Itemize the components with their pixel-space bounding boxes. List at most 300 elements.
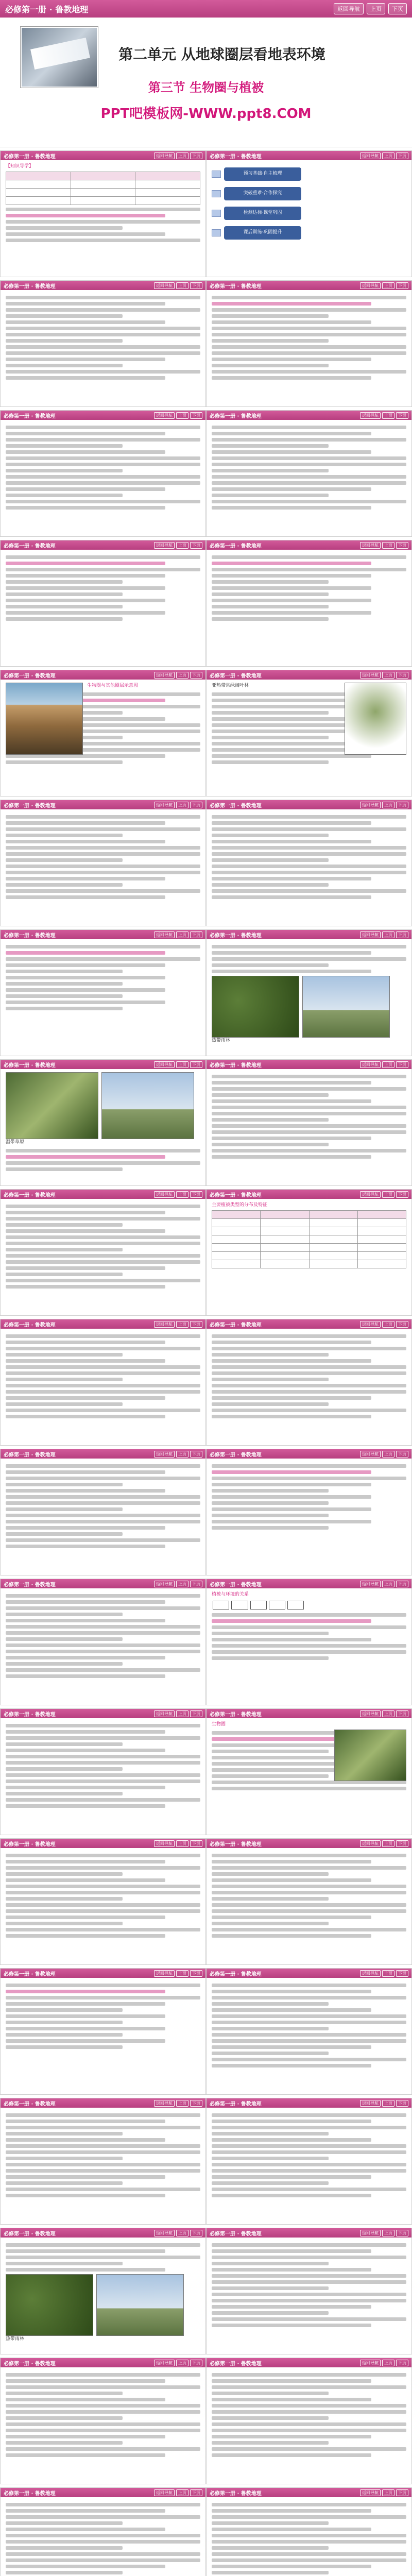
text-line [6,358,165,361]
back-to-nav-button[interactable]: 返回导航 [360,412,381,419]
text-line [6,1285,165,1289]
prev-page-button[interactable]: 上页 [176,2230,188,2236]
slide-header-bar [1,2098,205,2108]
text-line [6,1365,200,1369]
text-line [212,1916,371,1919]
next-page-button[interactable]: 下页 [190,1061,202,1068]
slide-header-bar [1,670,205,680]
text-line [212,302,371,306]
text-line [6,1514,200,1517]
text-line [212,1402,329,1406]
breadcrumb: 必修第一册 · 鲁教地理 [5,4,89,14]
text-line [6,2126,200,2129]
back-to-nav-button[interactable]: 返回导航 [154,2360,175,2366]
text-line [212,2317,406,2321]
breadcrumb: 必修第一册 · 鲁教地理 [4,933,56,939]
prev-page-button[interactable]: 上页 [382,2489,394,2496]
text-line [6,1798,200,1802]
prev-page-button[interactable]: 上页 [176,1710,188,1717]
prev-page-button[interactable]: 上页 [382,1581,394,1587]
text-line [212,2274,406,2278]
breadcrumb: 必修第一册 · 鲁教地理 [210,1971,262,1977]
prev-page-button[interactable]: 上页 [176,282,188,289]
text-line [212,1897,329,1901]
next-page-button[interactable]: 下页 [190,2360,202,2366]
bio-photo [334,1730,406,1781]
text-line [6,376,165,380]
back-to-nav-button[interactable]: 返回导航 [154,1061,175,1068]
text-line [6,1545,165,1548]
answer-option [212,1526,329,1530]
prev-page-button[interactable]: 上页 [382,1970,394,1977]
text-line [212,1137,371,1140]
breadcrumb: 必修第一册 · 鲁教地理 [4,543,56,549]
back-to-nav-button[interactable]: 返回导航 [360,1191,381,1198]
text-line [6,1606,200,1610]
prev-page-button[interactable]: 上页 [382,1840,394,1847]
next-page-button[interactable]: 下页 [190,1970,202,1977]
text-line [212,1087,406,1091]
text-line [6,2515,200,2519]
next-page-button[interactable]: 下页 [396,412,408,419]
back-to-nav-button[interactable]: 返回导航 [154,1710,175,1717]
back-to-nav-button[interactable]: 返回导航 [154,802,175,808]
next-page-button[interactable]: 下页 [396,542,408,549]
next-page-button[interactable]: 下页 [396,1061,408,1068]
back-to-nav-button[interactable]: 返回导航 [360,2230,381,2236]
breadcrumb: 必修第一册 · 鲁教地理 [210,2490,262,2497]
text-line [6,456,200,460]
back-to-nav-button[interactable]: 返回导航 [360,542,381,549]
text-line [212,1860,371,1863]
text-line [212,333,406,336]
flow-box [250,1601,267,1609]
text-line [6,226,123,230]
prev-page-button[interactable]: 上页 [367,3,385,14]
back-to-nav-button[interactable]: 返回导航 [154,542,175,549]
next-page-button[interactable]: 下页 [190,2230,202,2236]
text-line [212,2138,371,2142]
next-page-button[interactable]: 下页 [190,931,202,938]
prev-page-button[interactable]: 上页 [382,2230,394,2236]
next-page-button[interactable]: 下页 [388,3,407,14]
text-line [6,1402,123,1406]
prev-page-button[interactable]: 上页 [176,412,188,419]
back-to-nav-button[interactable]: 返回导航 [154,931,175,938]
prev-page-button[interactable]: 上页 [382,802,394,808]
text-line [6,1242,200,1245]
text-line [212,2422,406,2426]
back-to-nav-button[interactable]: 返回导航 [360,1061,381,1068]
text-line [212,2379,371,2383]
prev-page-button[interactable]: 上页 [176,2100,188,2107]
next-page-button[interactable]: 下页 [190,1451,202,1458]
slide-body [207,1978,411,2073]
prev-page-button[interactable]: 上页 [176,2489,188,2496]
back-to-nav-button[interactable]: 返回导航 [360,1710,381,1717]
slide-header-bar [207,411,411,420]
answer-option [212,605,329,608]
next-page-button[interactable]: 下页 [190,802,202,808]
slide-header-bar [1,540,205,550]
text-line [6,2385,200,2389]
text-line [6,2262,123,2265]
text-line [6,1371,200,1375]
text-line [212,555,406,559]
text-line [212,376,371,380]
text-line [6,214,165,217]
slide-body [1,2108,205,2203]
next-page-button[interactable]: 下页 [396,1191,408,1198]
text-line [212,963,329,967]
text-line [6,1984,200,1987]
table-heading: 主要植被类型的分布及特征 [212,1202,268,1208]
prev-page-button[interactable]: 上页 [382,1451,394,1458]
text-line [212,562,371,565]
answer-option [6,988,165,992]
next-page-button[interactable]: 下页 [190,412,202,419]
slide-header-bar [1,1969,205,1978]
back-to-nav-button[interactable]: 返回导航 [334,3,364,14]
text-line [6,1260,200,1264]
breadcrumb: 必修第一册 · 鲁教地理 [210,2231,262,2237]
text-line [6,1223,123,1227]
back-to-nav-button[interactable]: 返回导航 [360,2100,381,2107]
answer-option [6,2002,165,2006]
next-page-button[interactable]: 下页 [396,1970,408,1977]
menu-pill-button[interactable]: 突破重难·合作探究 [224,187,301,200]
back-to-nav-button[interactable]: 返回导航 [360,282,381,289]
next-page-button[interactable]: 下页 [190,2100,202,2107]
breadcrumb: 必修第一册 · 鲁教地理 [210,543,262,549]
slide-header-bar [207,281,411,290]
breadcrumb: 必修第一册 · 鲁教地理 [4,154,56,160]
text-line [212,834,329,837]
text-line [6,302,165,306]
slide-header-bar [207,1060,411,1069]
text-line [212,2132,329,2136]
menu-item-icon [212,210,221,217]
text-line [6,2175,165,2179]
text-line [6,2429,200,2432]
slide-body [207,1588,411,1666]
next-page-button[interactable]: 下页 [190,282,202,289]
text-line [6,555,200,559]
text-line [212,1781,406,1784]
text-line [6,2509,165,2513]
prev-page-button[interactable]: 上页 [176,1970,188,1977]
back-to-nav-button[interactable]: 返回导航 [154,2230,175,2236]
text-line [212,1390,406,1394]
slide [0,1189,206,1316]
text-line [6,1767,123,1771]
prev-page-button[interactable]: 上页 [176,1321,188,1328]
text-line [6,2546,123,2550]
text-line [6,2453,165,2457]
text-line [6,2157,123,2160]
text-line [212,1106,406,1109]
prev-page-button[interactable]: 上页 [176,672,188,679]
back-to-nav-button[interactable]: 返回导航 [360,1970,381,1977]
next-page-button[interactable]: 下页 [190,672,202,679]
prev-page-button[interactable]: 上页 [382,282,394,289]
prev-page-button[interactable]: 上页 [176,2360,188,2366]
breadcrumb: 必修第一册 · 鲁教地理 [4,2361,56,2367]
text-line [6,1359,165,1363]
text-line [212,314,329,318]
text-line [6,320,165,324]
prev-page-button[interactable]: 上页 [176,542,188,549]
vegetation-table [212,1210,406,1268]
slide [0,2098,206,2225]
back-to-nav-button[interactable]: 返回导航 [360,802,381,808]
breadcrumb: 必修第一册 · 鲁教地理 [4,1711,56,1718]
back-to-nav-button[interactable]: 返回导航 [154,1970,175,1977]
back-to-nav-button[interactable]: 返回导航 [154,672,175,679]
text-line [6,2565,165,2568]
slide [0,1838,206,1965]
breadcrumb: 必修第一册 · 鲁教地理 [210,2361,262,2367]
text-line [6,1205,200,1208]
back-to-nav-button[interactable]: 返回导航 [154,2489,175,2496]
breadcrumb: 必修第一册 · 鲁教地理 [4,2231,56,2237]
text-line [212,1396,371,1400]
text-line [6,426,200,429]
text-line [6,2373,200,2377]
back-to-nav-button[interactable]: 返回导航 [360,672,381,679]
slide-body [1,2238,205,2347]
next-page-button[interactable]: 下页 [396,2100,408,2107]
prev-page-button[interactable]: 上页 [176,802,188,808]
text-line [6,1922,123,1925]
slide [0,1579,206,1705]
slide-header-bar [207,1190,411,1199]
back-to-nav-button[interactable]: 返回导航 [154,1321,175,1328]
back-to-nav-button[interactable]: 返回导航 [154,1581,175,1587]
text-line [212,2429,406,2432]
prev-page-button[interactable]: 上页 [382,672,394,679]
slide [206,2358,412,2484]
text-line [212,760,329,764]
slide-body [207,290,411,385]
slide-header-bar [1,411,205,420]
slide-body [207,1329,411,1424]
next-page-button[interactable]: 下页 [190,1840,202,1847]
next-page-button[interactable]: 下页 [396,152,408,159]
next-page-button[interactable]: 下页 [190,542,202,549]
next-page-button[interactable]: 下页 [190,2489,202,2496]
text-line [212,858,329,862]
slide-body [207,160,411,247]
text-line [6,760,123,764]
text-line [212,2299,406,2302]
text-line [212,364,329,367]
answer-option [6,599,165,602]
next-page-button[interactable]: 下页 [396,2230,408,2236]
back-to-nav-button[interactable]: 返回导航 [154,1840,175,1847]
back-to-nav-button[interactable]: 返回导航 [360,1451,381,1458]
prev-page-button[interactable]: 上页 [382,152,394,159]
text-line [6,1415,165,1418]
text-line [6,1786,165,1789]
breadcrumb: 必修第一册 · 鲁教地理 [210,803,262,809]
answer-option [212,1514,329,1517]
next-page-button[interactable]: 下页 [190,1191,202,1198]
slide [0,150,206,277]
prev-page-button[interactable]: 上页 [176,152,188,159]
text-line [212,2021,406,2024]
text-line [212,2558,406,2562]
back-to-nav-button[interactable]: 返回导航 [154,1451,175,1458]
text-line [6,834,123,837]
breadcrumb: 必修第一册 · 鲁教地理 [210,933,262,939]
text-line [212,2002,329,2006]
slide-body [1,420,205,515]
answer-option [6,2045,123,2049]
text-line [6,2404,200,2408]
back-to-nav-button[interactable]: 返回导航 [154,152,175,159]
back-to-nav-button[interactable]: 返回导航 [360,152,381,159]
prev-page-button[interactable]: 上页 [382,1321,394,1328]
slide-body [1,160,205,248]
text-line [6,1619,165,1622]
next-page-button[interactable]: 下页 [396,672,408,679]
prev-page-button[interactable]: 上页 [382,2360,394,2366]
text-line [212,945,406,948]
bio-tag: 生物圈 [212,1722,226,1727]
prev-page-button[interactable]: 上页 [176,1451,188,1458]
prev-page-button[interactable]: 上页 [176,1581,188,1587]
prev-page-button[interactable]: 上页 [176,1061,188,1068]
next-page-button[interactable]: 下页 [190,1710,202,1717]
text-line [6,1903,200,1907]
answer-option [6,2027,165,2030]
back-to-nav-button[interactable]: 返回导航 [360,931,381,938]
back-to-nav-button[interactable]: 返回导航 [154,1191,175,1198]
text-line [6,2441,123,2445]
slide-body [1,550,205,626]
grassland-photo [302,976,390,1038]
next-page-button[interactable]: 下页 [396,1840,408,1847]
text-line [6,1780,200,1783]
text-line [212,2552,406,2556]
text-line [212,1124,406,1128]
breadcrumb: 必修第一册 · 鲁教地理 [4,1192,56,1198]
text-line [6,1248,123,1251]
slide [206,1319,412,1446]
breadcrumb: 必修第一册 · 鲁教地理 [4,1841,56,1848]
text-line [212,1347,406,1350]
next-page-button[interactable]: 下页 [396,1451,408,1458]
prev-page-button[interactable]: 上页 [382,542,394,549]
slide [206,1708,412,1835]
text-line [6,1885,200,1888]
prev-page-button[interactable]: 上页 [382,1191,394,1198]
prev-page-button[interactable]: 上页 [382,1061,394,1068]
text-line [212,2509,371,2513]
prev-page-button[interactable]: 上页 [382,1710,394,1717]
text-line [6,1897,123,1901]
text-line [6,2138,165,2142]
slide-body [207,2367,411,2463]
text-line [6,1594,200,1598]
prev-page-button[interactable]: 上页 [382,931,394,938]
vegetation-photo [101,1072,194,1139]
menu-pill-button[interactable]: 预习基础·自主梳理 [224,167,301,181]
text-line [6,2503,200,2506]
forest-photo [212,976,299,1038]
back-to-nav-button[interactable]: 返回导航 [360,1321,381,1328]
next-page-button[interactable]: 下页 [396,2360,408,2366]
text-line [6,889,200,893]
slide-header-bar [1,1060,205,1069]
back-to-nav-button[interactable]: 返回导航 [154,2100,175,2107]
text-line [212,2052,329,2055]
slide-body [1,2367,205,2463]
next-page-button[interactable]: 下页 [190,1581,202,1587]
prev-page-button[interactable]: 上页 [176,931,188,938]
text-line [212,2416,329,2420]
answer-option [212,1489,329,1493]
back-to-nav-button[interactable]: 返回导航 [360,2360,381,2366]
intro-heading: 【知识导学】 [6,164,34,169]
next-page-button[interactable]: 下页 [396,1321,408,1328]
next-page-button[interactable]: 下页 [396,1710,408,1717]
text-line [212,1371,406,1375]
prev-page-button[interactable]: 上页 [382,412,394,419]
menu-pill-button[interactable]: 检测达标·课堂巩固 [224,207,301,220]
next-page-button[interactable]: 下页 [396,282,408,289]
next-page-button[interactable]: 下页 [396,2489,408,2496]
next-page-button[interactable]: 下页 [190,1321,202,1328]
prev-page-button[interactable]: 上页 [382,2100,394,2107]
text-line [6,2169,200,2173]
back-to-nav-button[interactable]: 返回导航 [154,282,175,289]
slide [206,540,412,667]
next-page-button[interactable]: 下页 [396,931,408,938]
breadcrumb: 必修第一册 · 鲁教地理 [4,283,56,290]
text-line [212,469,329,472]
menu-pill-button[interactable]: 课后训练·巩固提升 [224,226,301,240]
back-to-nav-button[interactable]: 返回导航 [360,2489,381,2496]
text-line [6,1273,123,1276]
text-line [212,1334,406,1338]
back-to-nav-button[interactable]: 返回导航 [360,1840,381,1847]
next-page-button[interactable]: 下页 [396,802,408,808]
text-line [212,481,406,485]
back-to-nav-button[interactable]: 返回导航 [154,412,175,419]
slide [0,800,206,926]
prev-page-button[interactable]: 上页 [176,1191,188,1198]
text-line [212,827,406,831]
slide-header-bar [1,2358,205,2367]
text-line [212,889,406,893]
text-line [6,2558,200,2562]
text-line [212,1903,406,1907]
next-page-button[interactable]: 下页 [396,1581,408,1587]
text-line [6,1637,123,1641]
text-line [6,1396,165,1400]
answer-option [212,580,329,584]
slide-header-bar [1,800,205,809]
text-line [212,736,329,739]
slide-header-bar [207,1449,411,1459]
slide-body [207,1718,411,1796]
text-line [6,2132,123,2136]
next-page-button[interactable]: 下页 [190,152,202,159]
back-to-nav-button[interactable]: 返回导航 [360,1581,381,1587]
prev-page-button[interactable]: 上页 [176,1840,188,1847]
